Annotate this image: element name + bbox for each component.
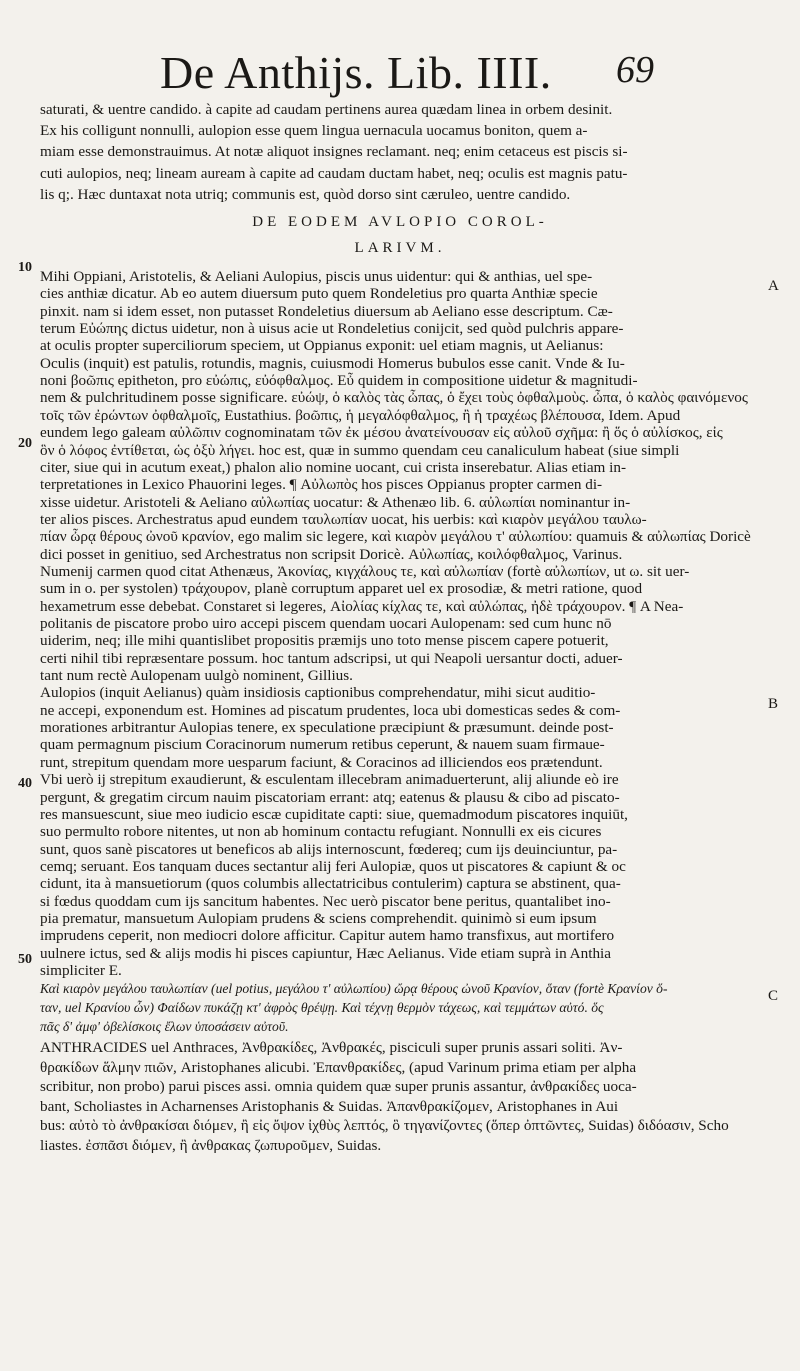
anthracides-line-2: θρακίδων ἅλμην πιῶν, Aristophanes alicubi. Ἐπανθρακίδες, (apud Varinum prima etiam per alpha — [40, 1058, 637, 1076]
text-line-33: suo permulto robore nitentes, ut non ab hominum contactu refugiant. Nonnulli ex eis cicures — [40, 823, 602, 841]
text-line-24: tant num rectè Aulopenam uulgò nominent, Gillius. — [40, 667, 353, 685]
line-number-20: 20 — [18, 436, 32, 451]
text-line-29: runt, strepitum quendam more uesparum faciunt, & Coracinos ad illiciendos eos prætendunt. — [40, 753, 603, 771]
greek-quote-line-1: Καὶ κιαρὸν μεγάλου ταυλωπίαν (uel potius, μεγάλου τ' αὐλωπίου) ὤρᾳ θέρους ὠνοῦ Κρανίον, ὅταν (fortè Κρανίον ὅ- — [40, 981, 668, 996]
section-heading-line-2: LARIVM. — [354, 240, 446, 256]
text-line-34: sunt, quos sanè piscatores ut beneficos ab alijs internoscunt, fœdereq; cum ijs deuinciuntur, pa- — [40, 840, 618, 858]
text-line-27: morationes arbitrantur Aulopias tenere, ex speculatione præcipiunt & præsumunt. deinde post- — [40, 719, 614, 737]
text-line-11: ὃν ὁ λόφος ἐντίθεται, ὡς ὀξὺ λήγει. hoc est, quæ in summo quendam ceu canaliculum habeat (siue simpli — [40, 441, 680, 459]
anthracides-line-4: bant, Scholiastes in Acharnenses Aristophanis & Suidas. Ἀπανθρακίζομεν, Aristophanes in Aui — [40, 1097, 619, 1115]
anthracides-line-3: scribitur, non probo) parui pisces assi. omnia quidem quæ super prunis assantur, ἀνθρακίδες uoca- — [40, 1078, 637, 1096]
text-line-1: Mihi Oppiani, Aristotelis, & Aeliani Aulopius, piscis unus uidentur: qui & anthias, uel spe- — [40, 268, 593, 285]
text-line-2: cies anthiæ dicatur. Ab eo autem diuersum puto quem Rondeletius pro quarta Anthiæ specie — [40, 285, 598, 303]
text-line-3: pinxit. nam si idem esset, non putasset Rondeletius diuersum ab Aeliano esse descriptum. Cæ- — [40, 302, 613, 320]
text-line-7: noni βοῶπις epitheton, pro εὐώπις, εὐόφθαλμος. Εὖ quidem in compositione uidetur & magnitudi- — [40, 372, 638, 390]
anthracides-line-1: ANTHRACIDES uel Anthraces, Ἀνθρακίδες, Ἀνθρακές, pisciculi super prunis assari soliti. Ἀν- — [40, 1039, 623, 1056]
section-heading-line-1: DE EODEM AVLOPIO COROL- — [252, 214, 548, 230]
text-line-23: certi nihil tibi repræsentare possum. hoc tantum adscripsi, ut qui Neapoli uersantur docti, aduer- — [40, 649, 623, 667]
text-line-14: xisse uidetur. Aristoteli & Aeliano αὐλωπίας uocatur: & Athenæo lib. 6. αὐλωπίαι nominantur in- — [40, 493, 631, 511]
text-line-18: Numenij carmen quod citat Athenæus, Ἀκονίας, κιγχάλους τε, καὶ αὐλωπίαν (fortè αὐλωπίων, ut ω. sit uer- — [40, 562, 690, 580]
text-line-12: citer, siue qui in acutum exeat,) phalon alio nomine uocant, cui crista inserebatur. Alias etiam in- — [40, 458, 627, 476]
text-line-6: Oculis (inquit) est patulis, rotundis, magnis, cuiusmodi Homerus bubulos esse canit. Vnde & Iu- — [40, 354, 625, 372]
text-line-22: uiderim, neq; ille mihi quantislibet propositis præmijs uno toto mense piscem capere potuerit, — [40, 632, 609, 650]
text-line-25: Aulopios (inquit Aelianus) quàm insidiosis captionibus comprehendatur, mihi sicut auditio- — [40, 684, 596, 702]
text-line-5: at oculis propter superciliorum speciem, ut Oppianus exponit: uel etiam magnis, ut Aelianus: — [40, 337, 604, 355]
greek-quote-line-3: πᾶς δ' ἀμφ' ὀβελίσκοις ἔλων ὑποσάσειν αὐτοῦ. — [40, 1019, 289, 1034]
text-line-13: terpretationes in Lexico Phauorini leges. ¶ Αὐλωπὸς hos pisces Oppianus propter carmen di- — [40, 476, 603, 494]
text-line-15: ter alios pisces. Archestratus apud eundem ταυλωπίαν uocat, his uerbis: καὶ κιαρὸν μεγάλου ταυλω- — [40, 510, 647, 528]
greek-quote-line-2: ταν, uel Κρανίου ὦν) Φαίδων πυκάζῃ κτ' ἀφρὸς θρέψῃ. Καὶ τέχνῃ θερμὸν τάχεως, καὶ τεμμάτων αὐτό. ὅς — [40, 1000, 604, 1015]
text-line-28: quam permagnum piscium Coracinorum numerum retibus ceperunt, & nauem suam firmaue- — [40, 736, 605, 754]
text-line-26: ne accepi, exponendum est. Homines ad piscatum prudentes, loca ubi domesticas sedes & com- — [40, 701, 621, 719]
text-line-8: nem & pulchritudinem posse significare. εὐώψ, ὁ καλὸς τὰς ὦπας, ὁ ἔχει τοὺς ὀφθαλμοὺς. ὦπα, ὁ καλὸς φαινόμενος — [40, 389, 748, 407]
line-number-10: 10 — [18, 260, 32, 275]
intro-line-1: saturati, & uentre candido. à capite ad caudam pertinens aurea quædam linea in orbem desinit. — [40, 101, 613, 118]
text-line-21: politanis de piscatore probo uiro accepi piscem quendam uocari Aulopenam: sed cum hunc nō — [40, 615, 612, 632]
side-letter-b: B — [768, 696, 779, 712]
text-line-19: sum in ο. per systolen) τράχουρον, planè corruptum apparet uel ex prosodiæ, & metri ratione, quod — [40, 580, 643, 598]
text-line-20: hexametrum esse debebat. Constaret si legeres, Αἰολίας κίχλας τε, καὶ αὐλώπας, ἠδὲ τράχουρον. ¶ A Nea- — [40, 597, 684, 615]
intro-line-5: lis q;. Hæc duntaxat nota utriq; communis est, quòd dorso sint cæruleo, uentre candido. — [40, 185, 571, 203]
anthracides-line-5: bus: αὐτὸ τὸ ἀνθρακίσαι διόμεν, ἢ εἰς ὄψον ἰχθὺς λεπτός, ὃ τηγανίζοντες (ὅπερ ὀπτῶντες, Suidas) διδόασιν, Scho — [40, 1117, 729, 1135]
text-line-4: terum Εὐώπης dictus uidetur, non à uisus acie ut Rondeletius conijcit, sed quòd pulchris appare- — [40, 320, 624, 338]
text-line-32: res mansuescunt, siue meo iudicio escæ cupiditate capti: siue, quemadmodum piscatores inquiūt, — [40, 805, 628, 823]
intro-line-3: miam esse demonstrauimus. At notæ aliquot insignes reclamant. neq; enim cetaceus est piscis si- — [40, 143, 628, 161]
running-title: De Anthijs. Lib. IIII. — [160, 47, 552, 98]
text-line-10: eundem lego galeam αὐλῶπιν cognominatam τῶν ἐκ μέσου ἀνατείνουσαν εἰς αὐλοῦ σχῆμα: ἢ ὅς ὁ αὐλίσκος, εἰς — [40, 424, 723, 442]
line-number-50: 50 — [18, 952, 32, 967]
text-line-17: dici posset in genitiuo, sed Archestratus non scripsit Doricè. Αὐλωπίας, κοιλόφθαλμος, Varinus. — [40, 545, 623, 563]
intro-line-2: Ex his colligunt nonnulli, aulopion esse quem lingua uernacula uocamus boniton, quem a- — [40, 122, 588, 140]
line-number-40: 40 — [18, 776, 32, 791]
text-line-36: cidunt, ita à mansuetiorum (quos columbis allectatricibus contulerim) captura se abstinent, qua- — [40, 875, 621, 893]
text-line-41: simpliciter E. — [40, 962, 122, 979]
text-line-30: Vbi uerò ij strepitum exaudierunt, & esculentam illecebram animaduerterunt, alij aliunde eò ire — [40, 771, 619, 789]
text-line-40: uulnere ictus, sed & alijs modis hi pisces capiuntur, Hæc Aelianus. Vide etiam suprà in Anthia — [40, 944, 612, 962]
text-line-39: imprudens ceperit, non mediocri dolore afficitur. Capitur autem hamo transfixus, aut mortifero — [40, 927, 615, 945]
page-header — [0, 46, 800, 98]
text-line-9: τοῖς τῶν ἐρώντων ὀφθαλμοῖς, Eustathius. βοῶπις, ἡ μεγαλόφθαλμος, ἢ ἡ τραχέως βλέπουσα, Idem. Apud — [40, 406, 681, 424]
side-letter-c: C — [768, 988, 779, 1004]
text-line-16: πίαν ὦρᾳ θέρους ὠνοῦ κρανίον, ego malim sic legere, καὶ κιαρὸν μεγάλου τ' αὐλωπίου: quamuis & αὐλωπίας Doricè — [40, 528, 751, 546]
text-line-38: pia prematur, mansuetum Aulopiam prudens & sciens comprehendit. quinimò si eum ipsum — [40, 909, 597, 927]
anthracides-line-6: liastes. ἐσπᾶσι διόμεν, ἢ ἀνθρακας ζωπυροῦμεν, Suidas. — [40, 1137, 382, 1154]
intro-line-4: cuti aulopios, neq; lineam auream à capite ad caudam ductam habet, neq; oculis est magnis patu- — [40, 164, 628, 182]
text-line-31: pergunt, & gregatim circum nauim piscatoriam errant: atq; eatenus & plausu & cibo ad piscato- — [40, 788, 620, 806]
text-line-37: si fœdus quoddam cum ijs sancitum habentes. Nec uerò piscator bene peritus, quantalibet ino- — [40, 892, 611, 910]
side-letter-a: A — [768, 278, 779, 294]
page-number: 69 — [616, 49, 654, 91]
text-line-35: cemq; seruant. Eos tanquam duces sectantur alij feri Aulopiæ, quos ut piscatores & capiunt & oc — [40, 857, 626, 875]
